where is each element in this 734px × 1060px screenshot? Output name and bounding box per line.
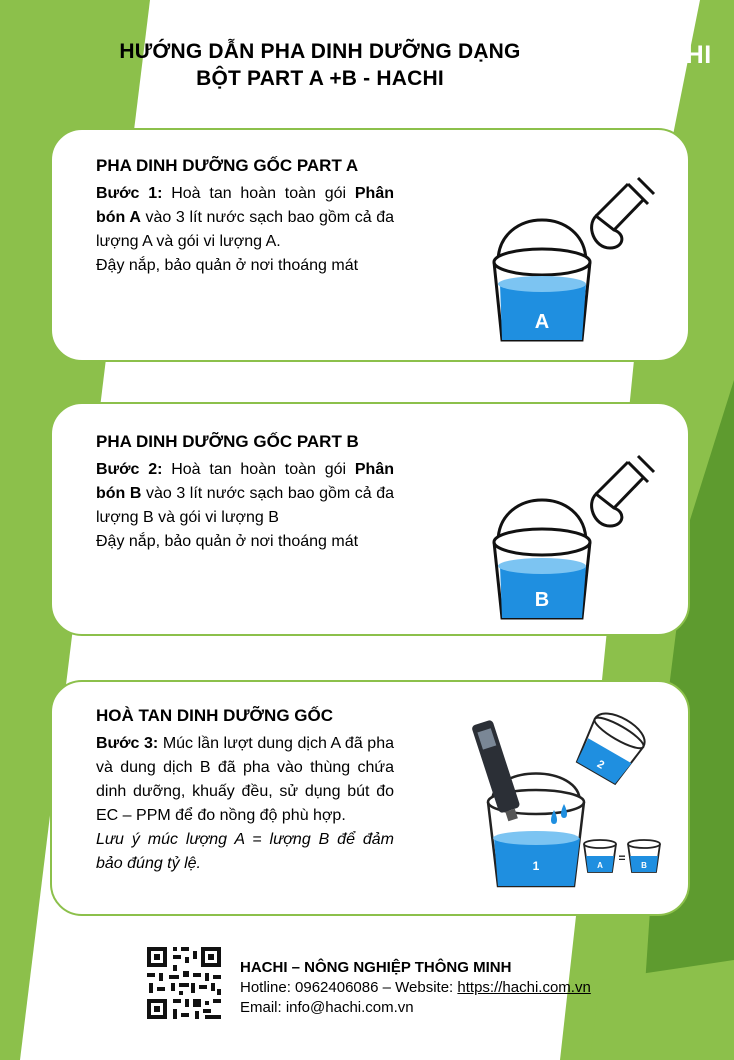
- company-name: HACHI – NÔNG NGHIỆP THÔNG MINH: [240, 959, 512, 976]
- bucket-a-image: [468, 144, 664, 344]
- step-text-part: Hoà tan hoàn toàn gói: [162, 185, 355, 202]
- storage-text: Đậy nắp, bảo quản ở nơi thoáng mát: [96, 533, 359, 550]
- hotline-website: [240, 978, 591, 998]
- hotline-text: Hotline: 0962406086 – Website:: [240, 979, 458, 996]
- hachi-logo: [583, 28, 733, 82]
- ratio-note: Lưu ý múc lượng A = lượng B để đảm bảo đúng tỷ lệ.: [96, 831, 394, 872]
- section-title: PHA DINH DƯỠNG GỐC PART A: [96, 156, 359, 175]
- big-bucket-label: 1: [532, 859, 540, 873]
- bucket-scoop-icon: [468, 416, 664, 622]
- fertilizer-name: Phân bón A: [96, 185, 394, 226]
- step-text: [96, 458, 394, 530]
- ec-meter-mixing-icon: [468, 710, 664, 900]
- lightbulb-icon: [583, 28, 629, 82]
- title-line-2: BỘT PART A +B - HACHI: [196, 67, 444, 90]
- fertilizer-name: Phân bón B: [96, 461, 394, 502]
- bucket-letter: B: [534, 589, 550, 611]
- section-mixing-card: [50, 680, 690, 916]
- small-bucket-a-label: A: [597, 861, 603, 870]
- page-title: [60, 38, 580, 92]
- step-label: Bước 2:: [96, 461, 163, 478]
- contact-info: [240, 958, 591, 1018]
- storage-text: Đậy nắp, bảo quản ở nơi thoáng mát: [96, 257, 359, 274]
- bucket-b-image: [468, 416, 664, 622]
- section-part-b-card: [50, 402, 690, 636]
- step-label: Bước 1:: [96, 185, 163, 202]
- section-part-a-card: [50, 128, 690, 362]
- step-text-part: vào 3 lít nước sạch bao gồm cả đa lượng B và gói vi lượng B: [96, 485, 394, 526]
- bucket-letter: A: [534, 311, 550, 333]
- logo-text: HACHI: [630, 41, 712, 69]
- title-line-1: HƯỚNG DẪN PHA DINH DƯỠNG DẠNG: [119, 40, 521, 63]
- qr-code-icon: [143, 943, 225, 1023]
- bucket-scoop-icon: [468, 144, 664, 344]
- step-text: [96, 732, 394, 828]
- step-label: Bước 3:: [96, 735, 159, 752]
- email-text: Email: info@hachi.com.vn: [240, 999, 414, 1016]
- small-cup-label: 2: [594, 758, 607, 772]
- equals-sign: =: [618, 851, 626, 865]
- section-title: PHA DINH DƯỠNG GỐC PART B: [96, 432, 359, 451]
- website-link[interactable]: https://hachi.com.vn: [457, 979, 591, 996]
- step-text-part: Hoà tan hoàn toàn gói: [162, 461, 355, 478]
- step-text-part: Múc lần lượt dung dịch A đã pha và dung dịch B đã pha vào thùng chứa dinh dưỡng, khuấy đều, sử dụng bút đo EC – PPM để đo nồng độ phù hợp.: [96, 735, 395, 824]
- step-text-part: vào 3 lít nước sạch bao gồm cả đa lượng A và gói vi lượng A.: [96, 209, 395, 250]
- step-text: [96, 182, 394, 254]
- small-bucket-b-label: B: [641, 861, 647, 870]
- section-title: HOÀ TAN DINH DƯỠNG GỐC: [96, 706, 334, 725]
- mixing-image: [468, 710, 664, 900]
